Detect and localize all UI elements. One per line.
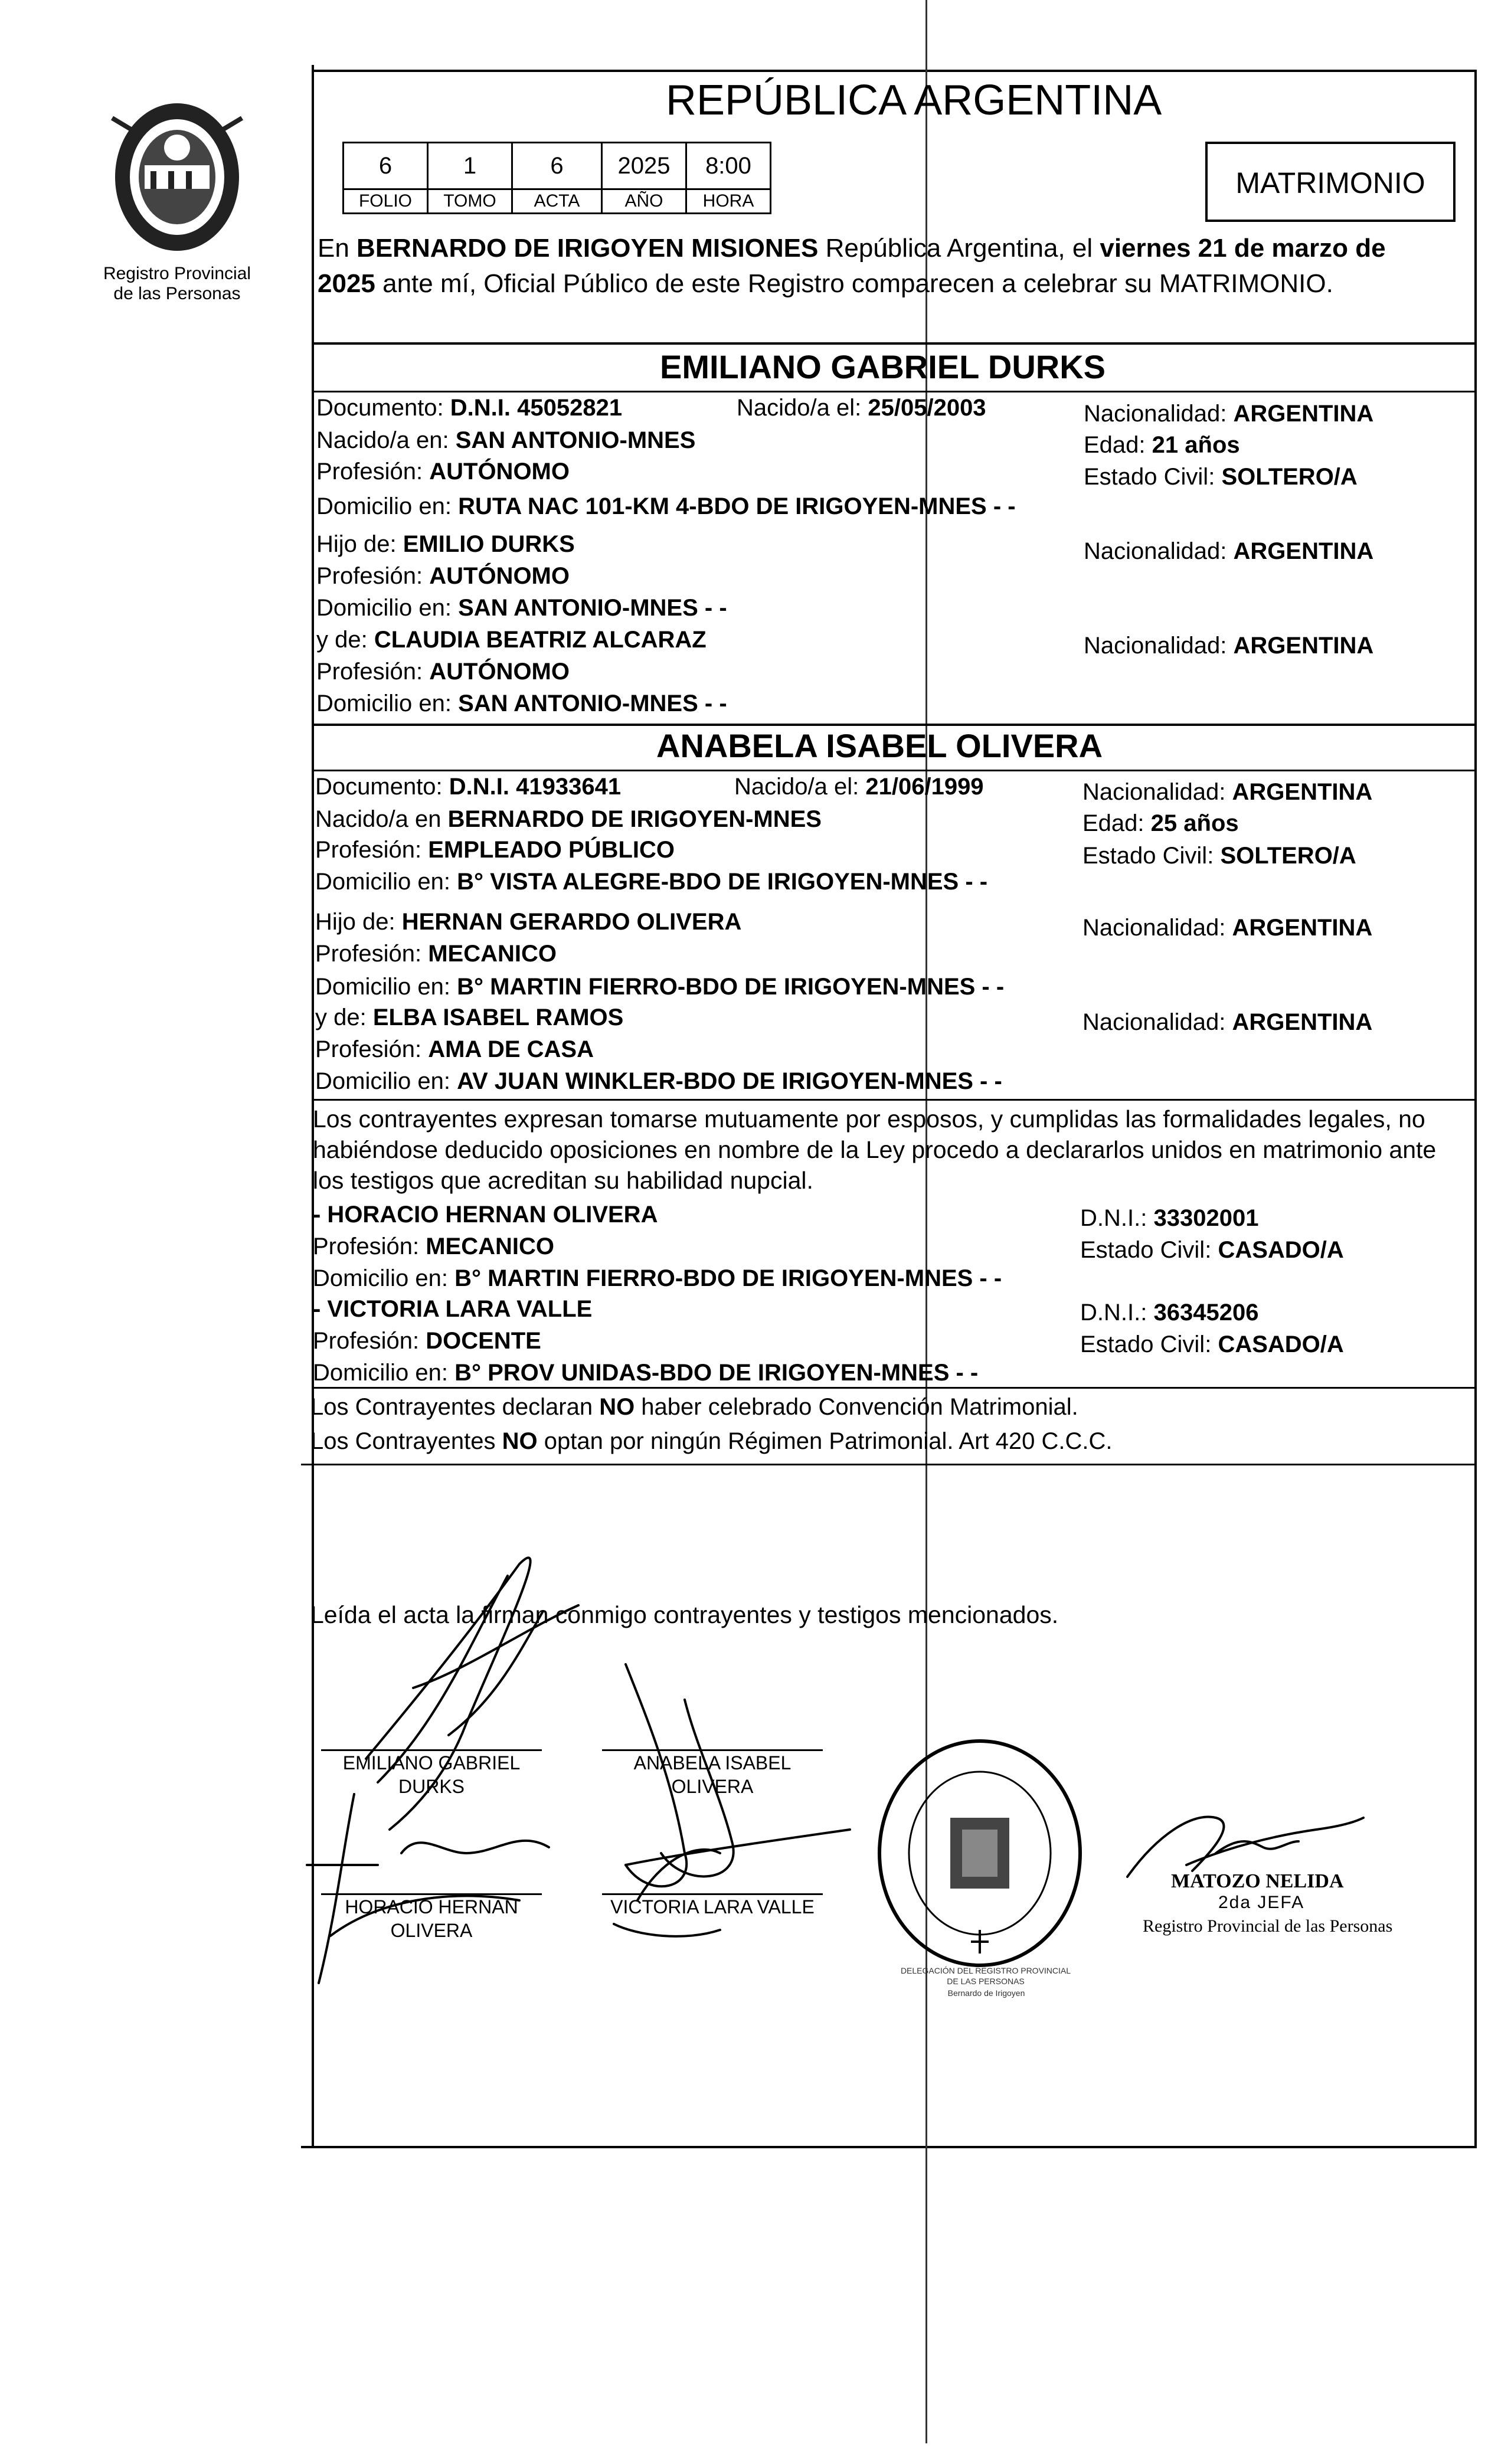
logo-caption-2: de las Personas [113,284,241,303]
bride-mother: y de: ELBA ISABEL RAMOS [315,1004,624,1030]
bride-age: Edad: 25 años [1082,810,1239,836]
groom-mother: y de: CLAUDIA BEATRIZ ALCARAZ [316,627,707,653]
seal-text: DELEGACIÓN DEL REGISTRO PROVINCIAL DE LAS PERSONAS [900,1966,1071,1986]
reading-text: Leída el acta la firman conmigo contrayentes y testigos mencionados. [310,1601,1059,1628]
bride-born: Nacido/a en BERNARDO DE IRIGOYEN-MNES [315,806,822,832]
groom-father: Hijo de: EMILIO DURKS [316,531,575,557]
bride-mother-nat: Nacionalidad: ARGENTINA [1082,1009,1373,1035]
bride-name: ANABELA ISABEL OLIVERA [656,727,1103,764]
divider-declaration [312,1099,1477,1101]
regime-line-2: Los Contrayentes NO optan por ningún Régimen Patrimonial. Art 420 C.C.C. [310,1428,1113,1454]
bride-civil: Estado Civil: SOLTERO/A [1082,843,1356,869]
witness1-civil: Estado Civil: CASADO/A [1080,1237,1344,1263]
sig-groom-2: DURKS [398,1776,465,1797]
witness1-prof: Profesión: MECANICO [313,1233,555,1259]
logo-caption-1: Registro Provincial [103,264,251,283]
intro-line-1: En BERNARDO DE IRIGOYEN MISIONES República Argentina, el viernes 21 de marzo de [318,234,1386,263]
frame-right [1474,71,1477,2148]
label-anio: AÑO [601,188,687,214]
seal-subtext: Bernardo de Irigoyen [947,1988,1025,1998]
bride-prof: Profesión: EMPLEADO PÚBLICO [315,837,675,863]
groom-father-nat: Nacionalidad: ARGENTINA [1084,538,1374,564]
divider-regime [312,1387,1477,1389]
bride-mother-prof: Profesión: AMA DE CASA [315,1036,594,1062]
seal-stamp-icon [874,1735,1086,1971]
groom-prof: Profesión: AUTÓNOMO [316,459,570,485]
divider-bride-top [312,724,1477,726]
record-type: MATRIMONIO [1235,166,1425,199]
frame-top [312,70,1477,72]
intro-line-2: 2025 ante mí, Oficial Público de este Registro comparecen a celebrar su MATRIMONIO. [318,269,1333,298]
sig-bride-2: OLIVERA [671,1776,754,1797]
witness2-prof: Profesión: DOCENTE [313,1328,541,1354]
groom-name: EMILIANO GABRIEL DURKS [660,348,1106,385]
groom-father-prof: Profesión: AUTÓNOMO [316,563,570,589]
groom-mother-prof: Profesión: AUTÓNOMO [316,659,570,685]
witness2-name: - VICTORIA LARA VALLE [313,1296,593,1322]
groom-father-dom: Domicilio en: SAN ANTONIO-MNES - - [316,595,727,621]
witness1-name: - HORACIO HERNAN OLIVERA [313,1202,658,1228]
bride-father-nat: Nacionalidad: ARGENTINA [1082,915,1373,941]
groom-age: Edad: 21 años [1084,432,1240,458]
bride-birth: Nacido/a el: 21/06/1999 [734,774,984,800]
witness2-dom: Domicilio en: B° PROV UNIDAS-BDO DE IRIGOYEN-MNES - - [313,1360,979,1386]
record-folio: 6 [342,142,429,190]
declaration-line-2: habiéndose deducido oposiciones en nombre de la Ley procedo a declararlos unidos en matrimonio ante [313,1136,1437,1163]
label-folio: FOLIO [342,188,429,214]
groom-birth: Nacido/a el: 25/05/2003 [737,395,986,421]
provincial-seal-icon [89,94,266,266]
record-acta: 6 [511,142,603,190]
declaration-line-1: Los contrayentes expresan tomarse mutuamente por esposos, y cumplidas las formalidades legales, no [313,1105,1425,1133]
bride-doc: Documento: D.N.I. 41933641 [315,774,622,800]
label-acta: ACTA [511,188,603,214]
witness1-dom: Domicilio en: B° MARTIN FIERRO-BDO DE IRIGOYEN-MNES - - [313,1265,1002,1291]
groom-dom: Domicilio en: RUTA NAC 101-KM 4-BDO DE IRIGOYEN-MNES - - [316,493,1016,519]
regime-line-1: Los Contrayentes declaran NO haber celebrado Convención Matrimonial. [310,1394,1078,1420]
registry-logo [89,94,266,271]
record-tomo: 1 [427,142,513,190]
declaration-line-3: los testigos que acreditan su habilidad nupcial. [313,1167,813,1194]
bride-father: Hijo de: HERNAN GERARDO OLIVERA [315,909,742,935]
registry-seal [874,1735,1086,1971]
bride-nat: Nacionalidad: ARGENTINA [1082,779,1373,805]
official-name: MATOZO NELIDA [1171,1870,1344,1892]
country-title: REPÚBLICA ARGENTINA [666,77,1162,124]
groom-mother-dom: Domicilio en: SAN ANTONIO-MNES - - [316,691,727,716]
witness2-civil: Estado Civil: CASADO/A [1080,1331,1344,1357]
sig-w1-2: OLIVERA [390,1920,473,1941]
groom-civil: Estado Civil: SOLTERO/A [1084,464,1358,490]
bride-mother-dom: Domicilio en: AV JUAN WINKLER-BDO DE IRIGOYEN-MNES - - [315,1068,1002,1094]
divider-signatures [301,1464,1477,1465]
sig-w2-1: VICTORIA LARA VALLE [610,1896,815,1917]
witness2-dni: D.N.I.: 36345206 [1080,1300,1259,1326]
sig-w1-1: HORACIO HERNAN [345,1896,518,1917]
groom-born: Nacido/a en: SAN ANTONIO-MNES [316,427,696,453]
divider-bride [312,770,1477,771]
official-office: Registro Provincial de las Personas [1143,1916,1393,1936]
frame-bottom [301,2146,1477,2148]
record-hora: 8:00 [685,142,771,190]
official-role: 2da JEFA [1218,1893,1305,1912]
label-tomo: TOMO [427,188,513,214]
groom-mother-nat: Nacionalidad: ARGENTINA [1084,633,1374,659]
groom-doc: Documento: D.N.I. 45052821 [316,395,623,421]
witness1-dni: D.N.I.: 33302001 [1080,1205,1259,1231]
bride-father-dom: Domicilio en: B° MARTIN FIERRO-BDO DE IRIGOYEN-MNES - - [315,974,1005,1000]
bride-dom: Domicilio en: B° VISTA ALEGRE-BDO DE IRIGOYEN-MNES - - [315,869,988,895]
bride-father-prof: Profesión: MECANICO [315,941,557,967]
sig-bride-1: ANABELA ISABEL [633,1752,792,1773]
divider-groom [312,391,1477,392]
label-hora: HORA [685,188,771,214]
record-anio: 2025 [601,142,687,190]
divider-header [312,342,1477,345]
sig-groom-1: EMILIANO GABRIEL [342,1752,521,1773]
groom-nat: Nacionalidad: ARGENTINA [1084,401,1374,427]
